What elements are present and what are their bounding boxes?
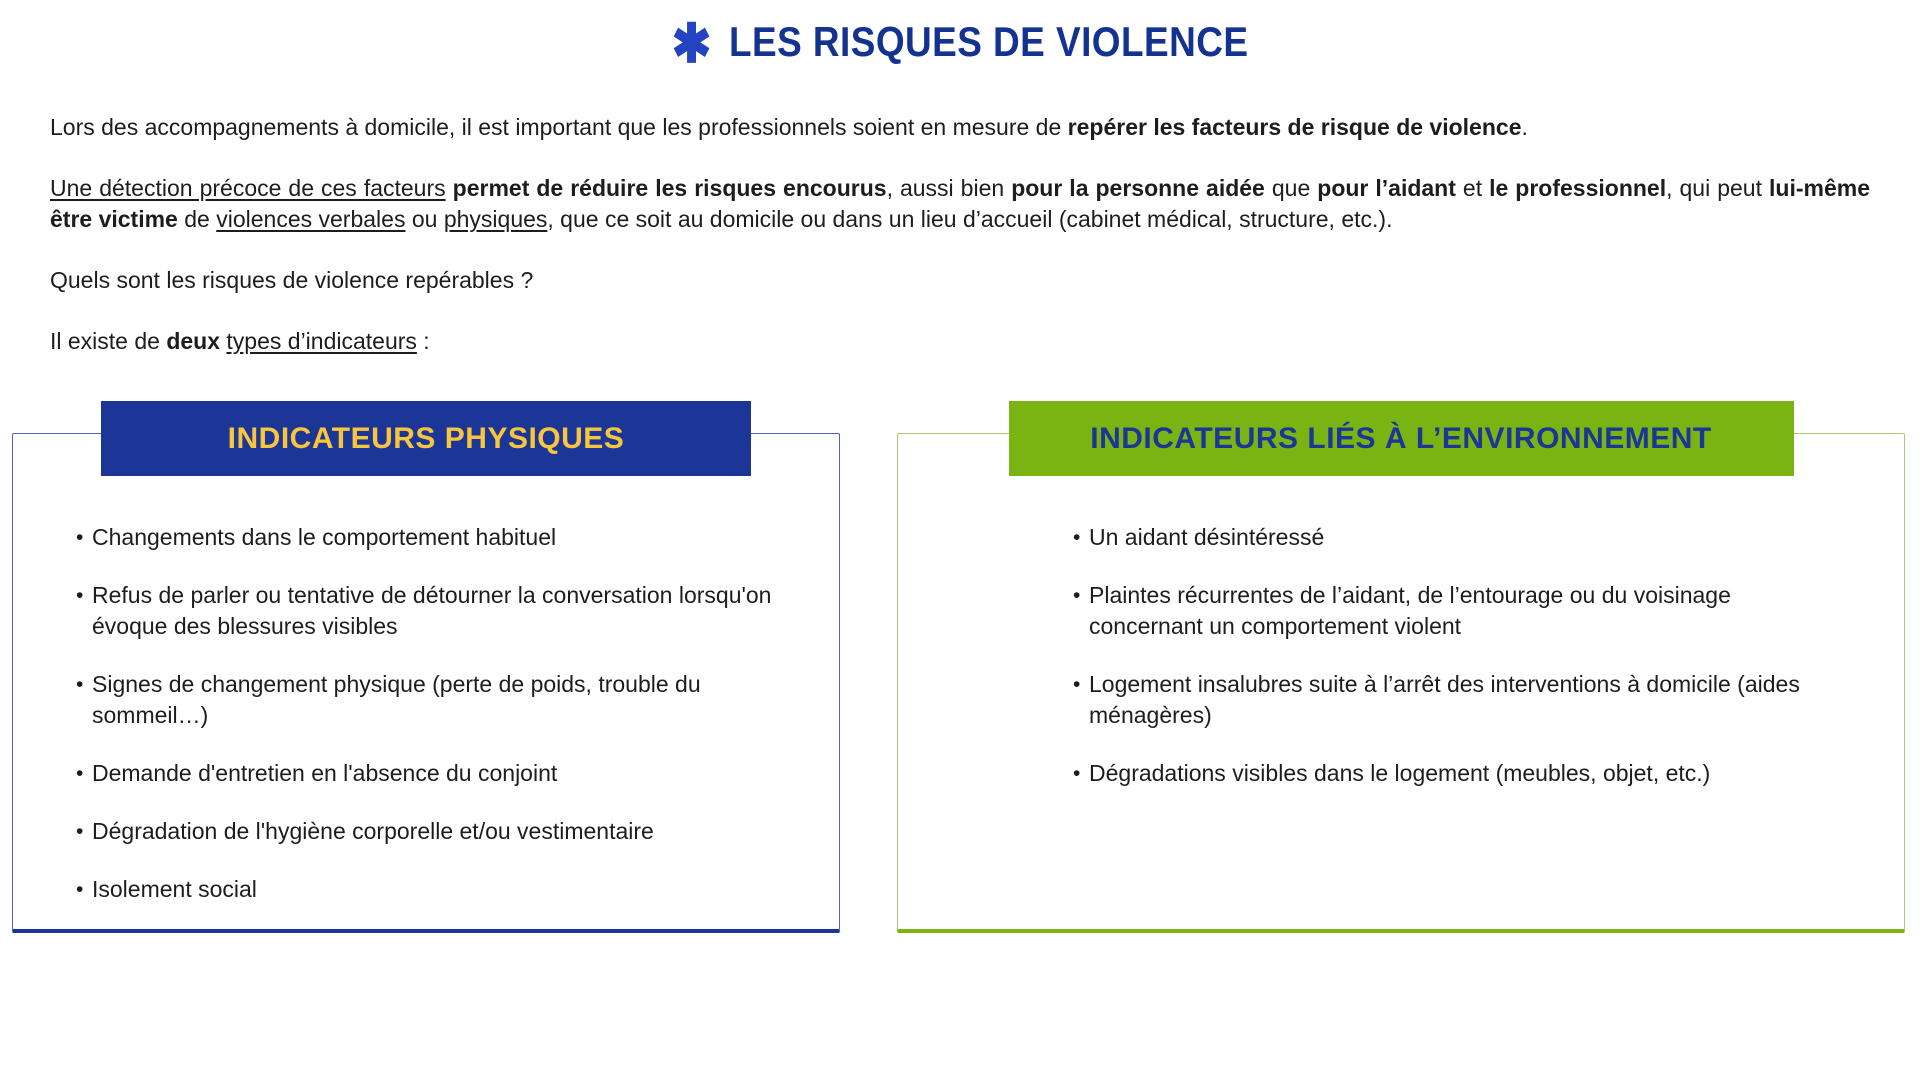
asterisk-icon: ✱: [671, 14, 712, 74]
question-paragraph: Quels sont les risques de violence repérables ?: [50, 267, 534, 293]
intro-paragraph: Lors des accompagnements à domicile, il est important que les professionnels soient en mesure de repérer les facteurs de risque de violence.: [50, 114, 1528, 140]
environment-indicators-body: [897, 433, 1905, 933]
list-item: • Signes de changement physique (perte de poids, trouble du sommeil…): [76, 669, 799, 731]
list-item: • Changements dans le comportement habituel: [76, 522, 799, 553]
list-item: • Plaintes récurrentes de l’aidant, de l’entourage ou du voisinage concernant un comportement violent: [1073, 580, 1829, 642]
physical-indicators-list: [76, 522, 799, 905]
list-item: • Logement insalubres suite à l’arrêt des interventions à domicile (aides ménagères): [1073, 669, 1829, 731]
indicators-section: [12, 401, 1905, 933]
environment-indicators-list: [1073, 522, 1829, 789]
list-item: • Isolement social: [76, 874, 799, 905]
physical-indicators-body: [12, 433, 840, 933]
body-text: [0, 112, 1920, 357]
physical-indicators-box: [12, 401, 840, 933]
environment-indicators-box: [897, 401, 1905, 933]
physical-indicators-header: INDICATEURS PHYSIQUES: [101, 401, 751, 476]
list-item: • Demande d'entretien en l'absence du conjoint: [76, 758, 799, 789]
indicator-types-paragraph: Il existe de deux types d’indicateurs :: [50, 328, 430, 354]
page-header: [115, 0, 1805, 72]
page-title: LES RISQUES DE VIOLENCE: [728, 17, 1249, 65]
environment-indicators-header: INDICATEURS LIÉS À L’ENVIRONNEMENT: [1009, 401, 1794, 476]
list-item: • Dégradation de l'hygiène corporelle et/ou vestimentaire: [76, 816, 799, 847]
list-item: • Refus de parler ou tentative de détourner la conversation lorsqu'on évoque des blessures visibles: [76, 580, 799, 642]
list-item: • Dégradations visibles dans le logement (meubles, objet, etc.): [1073, 758, 1829, 789]
list-item: • Un aidant désintéressé: [1073, 522, 1829, 553]
detection-paragraph: Une détection précoce de ces facteurs permet de réduire les risques encourus, aussi bien pour la personne aidée que pour l’aidant et le professionnel, qui peut lui-même être victime de violences verbales ou physiques, que ce soit au domicile ou dans un lieu d’accueil (cabinet médical, structure, etc.).: [50, 175, 1870, 232]
